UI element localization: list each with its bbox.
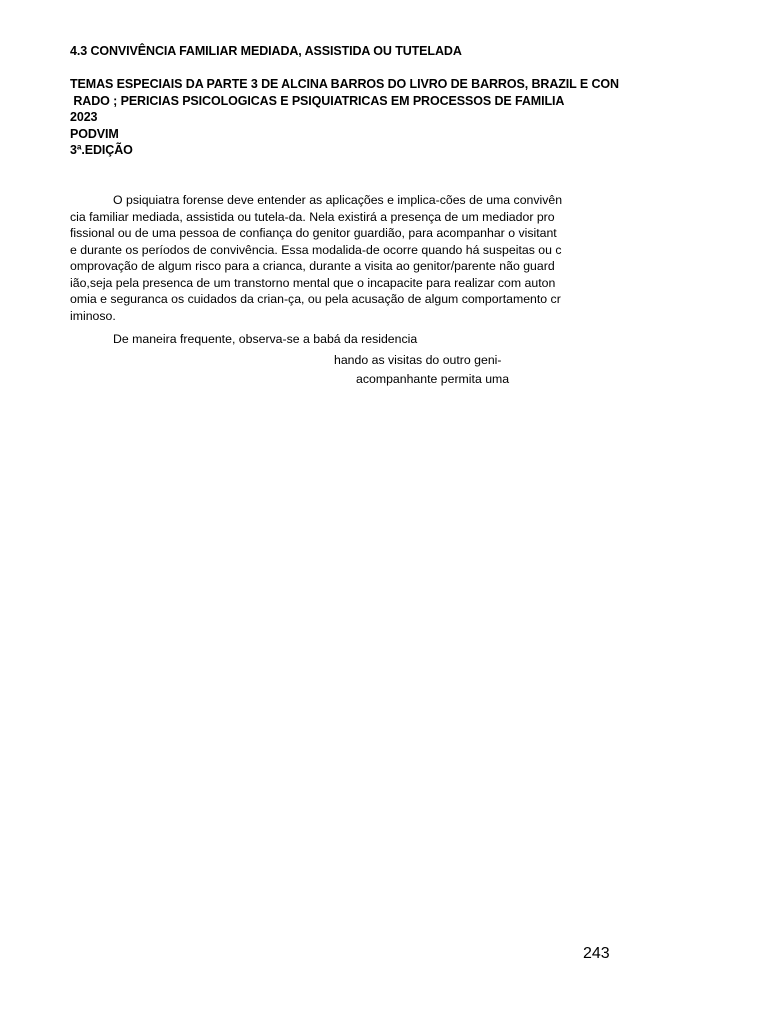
- paragraph-line: omprovação de algum risco para a crianca, durante a visita ao genitor/parente não guard: [70, 259, 555, 273]
- page-number: 243: [583, 945, 610, 962]
- text-fragment: hando as visitas do outro geni-: [334, 353, 502, 367]
- text-fragment: acompanhante permita uma: [356, 372, 510, 386]
- paragraph-line: fissional ou de uma pessoa de confiança do genitor guardião, para acompanhar o visitant: [70, 226, 557, 240]
- paragraph-line: cia familiar mediada, assistida ou tutela-da. Nela existirá a presença de um mediador pro: [70, 209, 555, 224]
- reference-line: RADO ; PERICIAS PSICOLOGICAS E PSIQUIATRICAS EM PROCESSOS DE FAMILIA: [70, 93, 565, 108]
- body-paragraph-2: De maneira frequente, observa-se a babá da residencia: [113, 332, 418, 346]
- paragraph-line: omia e seguranca os cuidados da crian-ça, ou pela acusação de algum comportamento cr: [70, 292, 561, 306]
- reference-publisher: PODVIM: [70, 126, 119, 141]
- paragraph-line: O psiquiatra forense deve entender as aplicações e implica-cões de uma convivên: [113, 193, 563, 207]
- reference-edition: 3ª.EDIÇÃO: [70, 143, 133, 157]
- reference-block: [70, 76, 619, 159]
- paragraph-line: iminoso.: [70, 308, 116, 323]
- body-paragraph-1: [70, 192, 610, 324]
- paragraph-line: e durante os períodos de convivência. Essa modalida-de ocorre quando há suspeitas ou c: [70, 242, 562, 257]
- reference-line: TEMAS ESPECIAIS DA PARTE 3 DE ALCINA BARROS DO LIVRO DE BARROS, BRAZIL E CON: [70, 77, 619, 91]
- reference-year: 2023: [70, 110, 98, 124]
- paragraph-line: ião,seja pela presenca de um transtorno mental que o incapacite para realizar com auton: [70, 275, 556, 290]
- section-title: 4.3 CONVIVÊNCIA FAMILIAR MEDIADA, ASSISTIDA OU TUTELADA: [70, 44, 462, 58]
